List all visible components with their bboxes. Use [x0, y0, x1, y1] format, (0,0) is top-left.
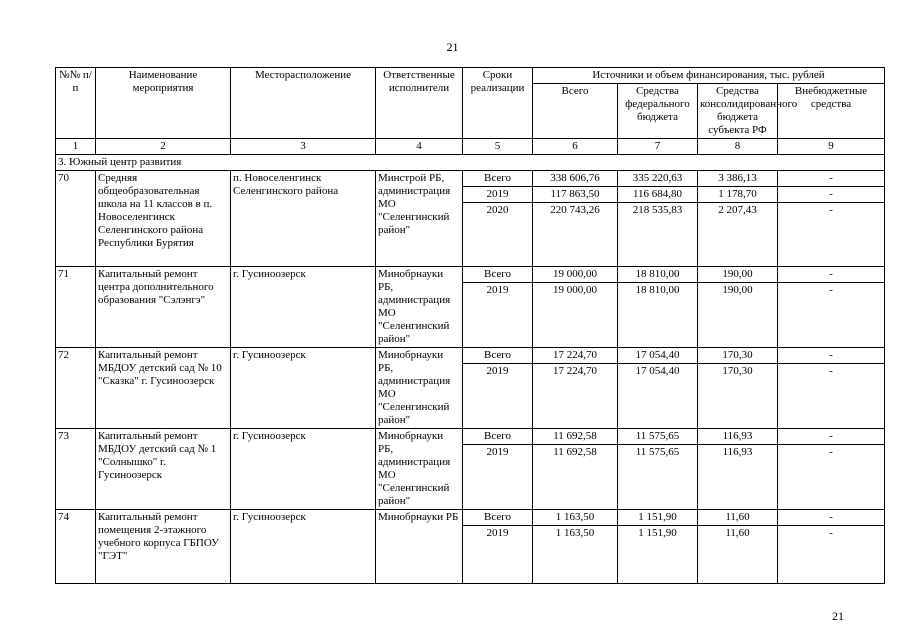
row-term: 2019 [486, 284, 509, 296]
row-federal: 17 054,40 [618, 348, 697, 364]
row-term-cell [463, 171, 533, 267]
header-num: №№ п/п [56, 68, 96, 139]
row-term: 2020 [486, 204, 509, 216]
row-term: 2019 [486, 446, 509, 458]
row-extra: - [829, 284, 833, 296]
row-location: г. Гусиноозерск [231, 348, 376, 429]
col-number: 7 [618, 139, 698, 155]
row-total: 11 692,58 [533, 429, 617, 445]
row-extra: - [778, 348, 884, 364]
row-term: 2019 [486, 527, 509, 539]
row-federal: 18 810,00 [635, 284, 680, 296]
row-extra: - [829, 204, 833, 216]
row-extra-cell [778, 510, 885, 584]
row-extra: - [778, 267, 884, 283]
column-numbers-row [56, 139, 885, 155]
row-responsible: Минобрнауки РБ, администрация МО "Селенгинский район" [376, 429, 463, 510]
col-number: 2 [96, 139, 231, 155]
col-number: 4 [376, 139, 463, 155]
row-total-cell [533, 510, 618, 584]
row-term: 2019 [486, 365, 509, 377]
row-regional: 170,30 [698, 348, 777, 364]
row-responsible: Минобрнауки РБ, администрация МО "Селенгинский район" [376, 348, 463, 429]
row-total: 19 000,00 [553, 284, 597, 296]
row-total: 17 224,70 [553, 365, 597, 377]
row-federal: 116 684,80 [618, 187, 697, 203]
row-total: 117 863,50 [533, 187, 617, 203]
row-location: п. Новоселенгинск Селенгинского района [231, 171, 376, 267]
row-name: Капитальный ремонт МБДОУ детский сад № 1 "Солнышко" г. Гусиноозерск [96, 429, 231, 510]
row-regional: 170,30 [722, 365, 753, 377]
page-number-bottom: 21 [832, 609, 844, 623]
header-total: Всего [533, 84, 618, 139]
header-location: Месторасположение [231, 68, 376, 139]
row-regional: 11,60 [698, 510, 777, 526]
row-federal: 17 054,40 [635, 365, 680, 377]
row-total: 11 692,58 [553, 446, 597, 458]
row-number: 74 [56, 510, 96, 584]
row-total-cell [533, 267, 618, 348]
row-federal: 1 151,90 [618, 510, 697, 526]
row-extra: - [829, 365, 833, 377]
row-term-cell [463, 267, 533, 348]
row-federal: 11 575,65 [635, 446, 680, 458]
section-title: 3. Южный центр развития [56, 155, 885, 171]
row-total: 1 163,50 [533, 510, 617, 526]
row-name: Капитальный ремонт центра дополнительного образования "Сэлэнгэ" [96, 267, 231, 348]
row-regional: 11,60 [725, 527, 750, 539]
table-row [56, 510, 885, 584]
row-location: г. Гусиноозерск [231, 267, 376, 348]
row-total: 19 000,00 [533, 267, 617, 283]
header-name: Наименование мероприятия [96, 68, 231, 139]
col-number: 1 [56, 139, 96, 155]
row-responsible: Минстрой РБ, администрация МО "Селенгинский район" [376, 171, 463, 267]
row-regional-cell [698, 267, 778, 348]
row-term: Всего [463, 510, 532, 526]
col-number: 8 [698, 139, 778, 155]
row-location: г. Гусиноозерск [231, 429, 376, 510]
row-number: 73 [56, 429, 96, 510]
row-term: 2019 [463, 187, 532, 203]
header-terms: Сроки реализации [463, 68, 533, 139]
row-extra-cell [778, 267, 885, 348]
row-responsible: Минобрнауки РБ, администрация МО "Селенгинский район" [376, 267, 463, 348]
row-regional: 116,93 [698, 429, 777, 445]
row-number: 71 [56, 267, 96, 348]
col-number: 6 [533, 139, 618, 155]
table-row [56, 429, 885, 510]
row-regional-cell [698, 510, 778, 584]
col-number: 5 [463, 139, 533, 155]
header-responsible: Ответственные исполнители [376, 68, 463, 139]
row-total: 17 224,70 [533, 348, 617, 364]
financing-table [55, 67, 885, 584]
row-regional-cell [698, 429, 778, 510]
row-federal-cell [618, 348, 698, 429]
row-term: Всего [463, 429, 532, 445]
row-total-cell [533, 348, 618, 429]
row-total: 1 163,50 [555, 527, 595, 539]
row-federal-cell [618, 510, 698, 584]
header-regional: Средства консолидированного бюджета субъекта РФ [698, 84, 778, 139]
row-name: Капитальный ремонт МБДОУ детский сад № 10 "Сказка" г. Гусиноозерск [96, 348, 231, 429]
row-federal-cell [618, 429, 698, 510]
table-body [56, 171, 885, 584]
row-regional: 190,00 [698, 267, 777, 283]
row-name: Средняя общеобразовательная школа на 11 классов в п. Новоселенгинск Селенгинского района Республики Бурятия [96, 171, 231, 267]
row-regional-cell [698, 171, 778, 267]
table-row [56, 348, 885, 429]
row-regional: 1 178,70 [698, 187, 777, 203]
row-term: Всего [463, 348, 532, 364]
row-extra: - [829, 527, 833, 539]
row-responsible: Минобрнауки РБ [376, 510, 463, 584]
row-federal: 18 810,00 [618, 267, 697, 283]
row-regional: 190,00 [722, 284, 753, 296]
row-extra: - [778, 510, 884, 526]
row-federal: 1 151,90 [638, 527, 677, 539]
row-regional: 3 386,13 [698, 171, 777, 187]
row-federal: 11 575,65 [618, 429, 697, 445]
header-extra: Внебюджетные средства [778, 84, 885, 139]
table-row [56, 267, 885, 348]
row-total-cell [533, 171, 618, 267]
row-extra: - [778, 429, 884, 445]
row-regional-cell [698, 348, 778, 429]
row-total: 338 606,76 [533, 171, 617, 187]
table-row [56, 171, 885, 267]
row-federal: 335 220,63 [618, 171, 697, 187]
row-total: 220 743,26 [550, 204, 600, 216]
row-extra-cell [778, 429, 885, 510]
row-regional: 116,93 [722, 446, 753, 458]
col-number: 9 [778, 139, 885, 155]
row-total-cell [533, 429, 618, 510]
row-federal: 218 535,83 [632, 204, 683, 216]
row-number: 72 [56, 348, 96, 429]
row-location: г. Гусиноозерск [231, 510, 376, 584]
row-regional: 2 207,43 [718, 204, 757, 216]
row-number: 70 [56, 171, 96, 267]
row-term-cell [463, 510, 533, 584]
page-number-top: 21 [446, 40, 459, 54]
row-extra: - [778, 171, 884, 187]
row-extra-cell [778, 171, 885, 267]
row-federal-cell [618, 171, 698, 267]
row-term-cell [463, 348, 533, 429]
row-extra-cell [778, 348, 885, 429]
row-federal-cell [618, 267, 698, 348]
row-name: Капитальный ремонт помещения 2-этажного учебного корпуса ГБПОУ "ГЭТ" [96, 510, 231, 584]
header-sources: Источники и объем финансирования, тыс. рублей [533, 68, 885, 84]
col-number: 3 [231, 139, 376, 155]
row-term-cell [463, 429, 533, 510]
row-term: Всего [463, 171, 532, 187]
header-federal: Средства федерального бюджета [618, 84, 698, 139]
row-extra: - [829, 446, 833, 458]
row-extra: - [778, 187, 884, 203]
row-term: Всего [463, 267, 532, 283]
